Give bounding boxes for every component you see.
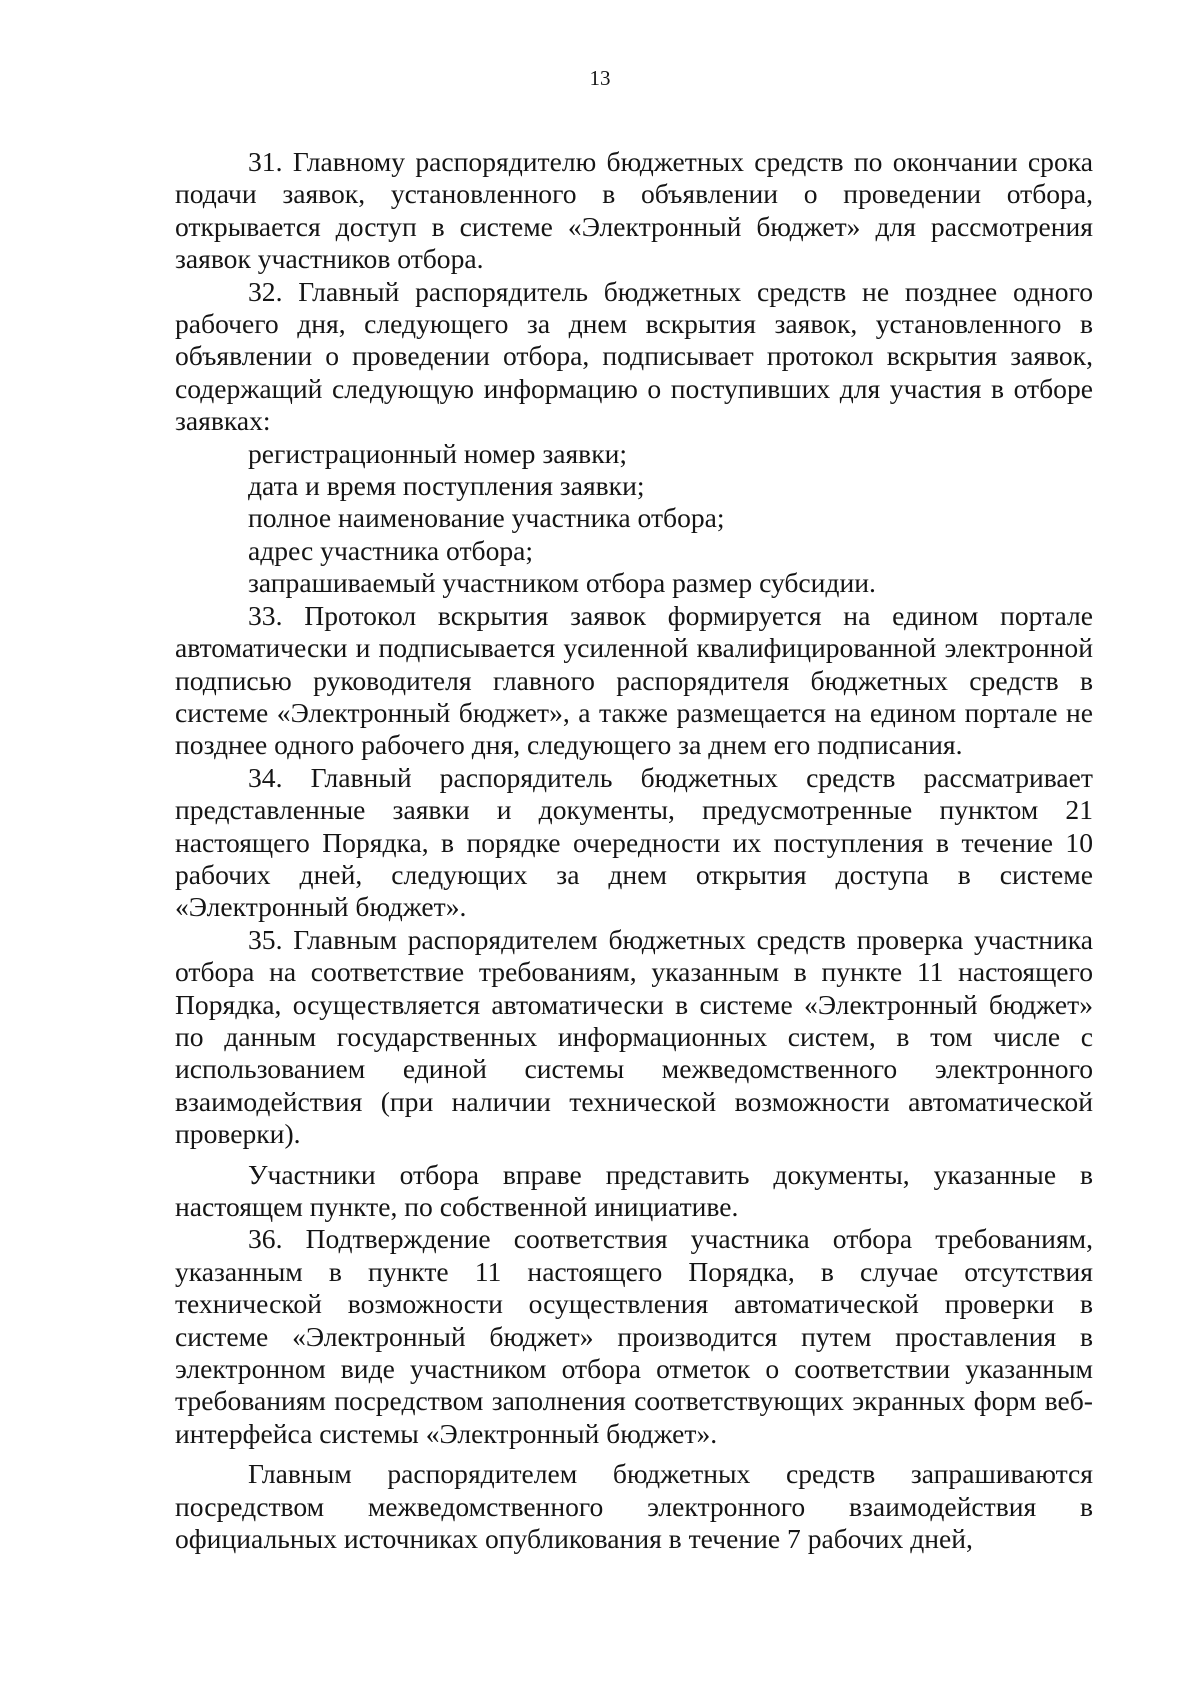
document-body (175, 146, 1093, 1555)
paragraph-34: 34. Главный распорядитель бюджетных средств рассматривает представленные заявки и документы, предусмотренные пунктом 21 настоящего Порядка, в порядке очередности их поступления в течение 10 рабочих дней, следующих за днем открытия доступа в системе «Электронный бюджет». (175, 761, 1093, 923)
paragraph-35: 35. Главным распорядителем бюджетных средств проверка участника отбора на соответствие требованиям, указанным в пункте 11 настоящего Порядка, осуществляется автоматически в системе «Электронный бюджет» по данным государственных информационных систем, в том числе с использованием единой системы межведомственного электронного взаимодействия (при наличии технической возможности автоматической проверки). (175, 923, 1093, 1150)
paragraph-36: 36. Подтверждение соответствия участника отбора требованиям, указанным в пункте 11 настоящего Порядка, в случае отсутствия технической возможности осуществления автоматической проверки в системе «Электронный бюджет» производится путем проставления в электронном виде участником отбора отметок о соответствии указанным требованиям посредством заполнения соответствующих экранных форм веб-интерфейса системы «Электронный бюджет». (175, 1223, 1093, 1449)
list-item-date-time: дата и время поступления заявки; (248, 470, 645, 502)
page-number: 13 (589, 66, 611, 90)
list-item-subsidy-amount: запрашиваемый участником отбора размер субсидии. (248, 567, 876, 599)
paragraph-36-continuation: Главным распорядителем бюджетных средств запрашиваются посредством межведомственного электронного взаимодействия в официальных источниках опубликования в течение 7 рабочих дней, (175, 1458, 1093, 1555)
paragraph-32: 32. Главный распорядитель бюджетных средств не позднее одного рабочего дня, следующего за днем вскрытия заявок, установленного в объявлении о проведении отбора, подписывает протокол вскрытия заявок, содержащий следующую информацию о поступивших для участия в отборе заявках: (175, 275, 1093, 437)
paragraph-33: 33. Протокол вскрытия заявок формируется на едином портале автоматически и подписывается усиленной квалифицированной электронной подписью руководителя главного распорядителя бюджетных средств в системе «Электронный бюджет», а также размещается на едином портале не позднее одного рабочего дня, следующего за днем его подписания. (175, 599, 1093, 761)
paragraph-31: 31. Главному распорядителю бюджетных средств по окончании срока подачи заявок, установленного в объявлении о проведении отбора, открывается доступ в системе «Электронный бюджет» для рассмотрения заявок участников отбора. (175, 146, 1093, 275)
list-item-full-name: полное наименование участника отбора; (248, 502, 725, 534)
list-item-address: адрес участника отбора; (248, 534, 534, 566)
paragraph-35-note: Участники отбора вправе представить документы, указанные в настоящем пункте, по собственной инициативе. (175, 1158, 1093, 1222)
list-item-registration-number: регистрационный номер заявки; (248, 437, 628, 469)
